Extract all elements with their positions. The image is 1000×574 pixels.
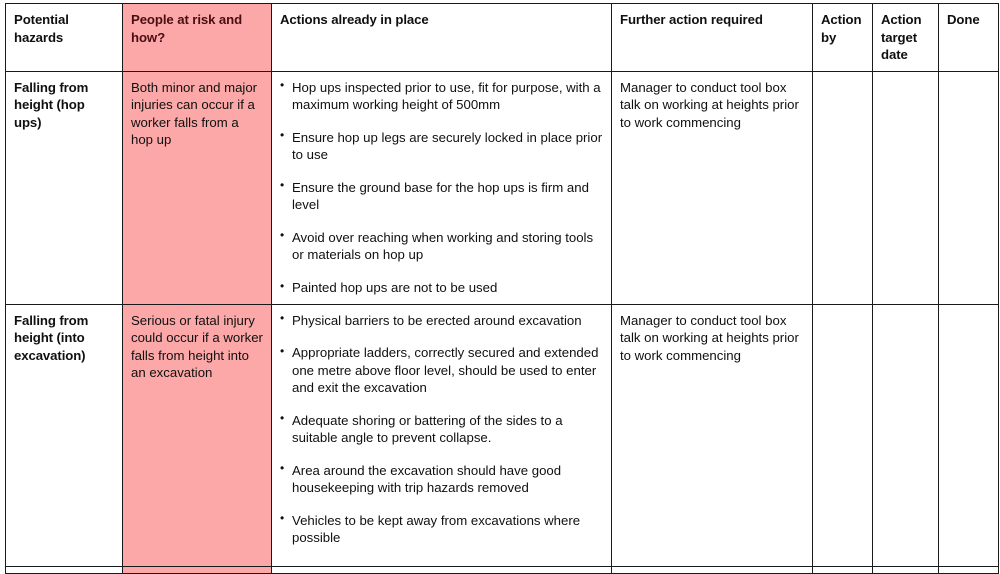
column-header-done: Done bbox=[939, 4, 999, 72]
list-item: • Painted hop ups are not to be used bbox=[280, 279, 604, 297]
cell-done[interactable] bbox=[939, 566, 999, 573]
cell-further-action bbox=[612, 566, 813, 573]
column-header-action-by: Action by bbox=[813, 4, 873, 72]
risk-assessment-table bbox=[5, 3, 999, 574]
column-header-actions-already-in-place: Actions already in place bbox=[272, 4, 612, 72]
list-item: • Ensure the ground base for the hop ups is firm and level bbox=[280, 179, 604, 214]
list-item: • Area around the excavation should have good housekeeping with trip hazards removed bbox=[280, 462, 604, 497]
actions-bullet-list bbox=[280, 79, 604, 297]
cell-action-by[interactable] bbox=[813, 71, 873, 304]
cell-done[interactable] bbox=[939, 304, 999, 566]
cell-actions-in-place bbox=[272, 566, 612, 573]
cell-action-by[interactable] bbox=[813, 566, 873, 573]
table-row bbox=[6, 304, 999, 566]
table-row bbox=[6, 71, 999, 304]
column-header-action-target-date: Action target date bbox=[873, 4, 939, 72]
list-item: • Adequate shoring or battering of the sides to a suitable angle to prevent collapse. bbox=[280, 412, 604, 447]
cell-action-target-date[interactable] bbox=[873, 304, 939, 566]
further-action-text: Manager to conduct tool box talk on working at heights prior to work commencing bbox=[620, 79, 799, 130]
cell-actions-in-place bbox=[272, 304, 612, 566]
actions-bullet-list bbox=[280, 312, 604, 547]
cell-action-target-date[interactable] bbox=[873, 71, 939, 304]
table-row bbox=[6, 566, 999, 573]
list-item: • Vehicles to be kept away from excavations where possible bbox=[280, 512, 604, 547]
list-item: • Avoid over reaching when working and storing tools or materials on hop up bbox=[280, 229, 604, 264]
table-body bbox=[6, 71, 999, 573]
list-item: • Physical barriers to be erected around excavation bbox=[280, 312, 604, 330]
table-header bbox=[6, 4, 999, 72]
column-header-people-at-risk: People at risk and how? bbox=[123, 4, 272, 72]
cell-people-at-risk: Serious or fatal injury could occur if a worker falls from height into an excavation bbox=[123, 304, 272, 566]
cell-hazard: Falling from height (into excavation) bbox=[6, 304, 123, 566]
cell-further-action bbox=[612, 71, 813, 304]
cell-done[interactable] bbox=[939, 71, 999, 304]
cell-further-action bbox=[612, 304, 813, 566]
header-row bbox=[6, 4, 999, 72]
list-item: • Ensure hop up legs are securely locked in place prior to use bbox=[280, 129, 604, 164]
list-item: • Appropriate ladders, correctly secured and extended one metre above floor level, should be used to enter and exit the excavation bbox=[280, 344, 604, 397]
cell-people-at-risk bbox=[123, 566, 272, 573]
column-header-further-action-required: Further action required bbox=[612, 4, 813, 72]
cell-hazard bbox=[6, 566, 123, 573]
cell-action-by[interactable] bbox=[813, 304, 873, 566]
column-header-potential-hazards: Potential hazards bbox=[6, 4, 123, 72]
cell-people-at-risk: Both minor and major injuries can occur if a worker falls from a hop up bbox=[123, 71, 272, 304]
cell-hazard: Falling from height (hop ups) bbox=[6, 71, 123, 304]
cell-actions-in-place bbox=[272, 71, 612, 304]
cell-action-target-date[interactable] bbox=[873, 566, 939, 573]
list-item: • Hop ups inspected prior to use, fit for purpose, with a maximum working height of 500mm bbox=[280, 79, 604, 114]
further-action-text: Manager to conduct tool box talk on working at heights prior to work commencing bbox=[620, 312, 799, 363]
